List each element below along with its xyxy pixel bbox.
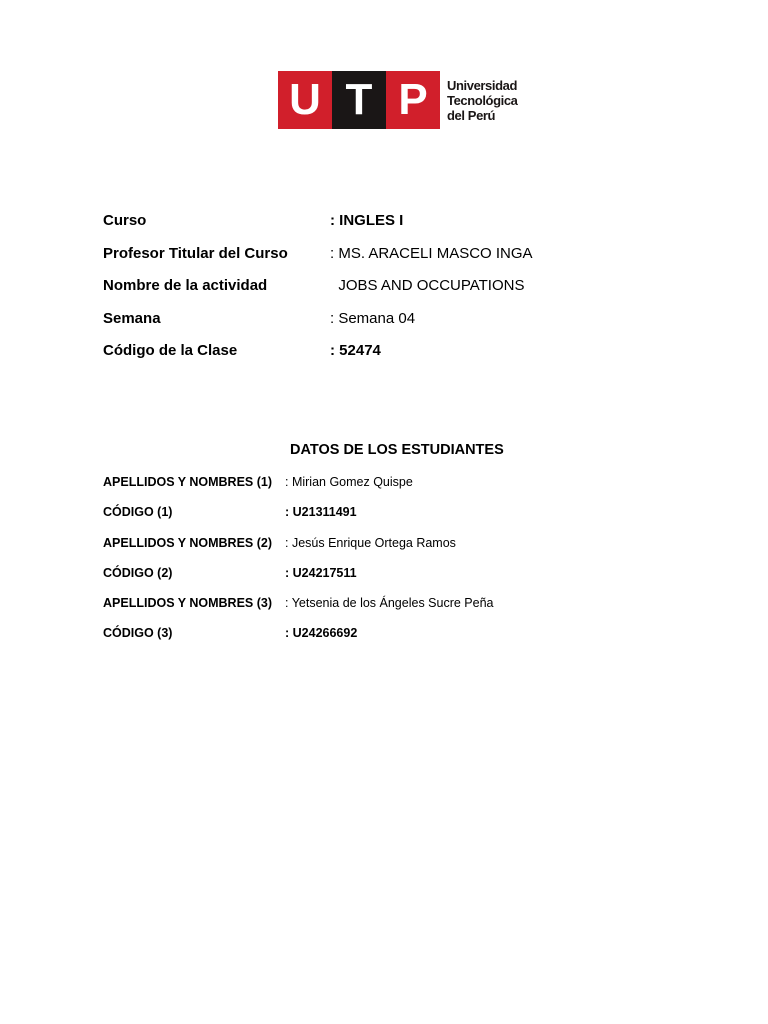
info-label: Profesor Titular del Curso [103,244,288,262]
student-label: CÓDIGO (1) [103,505,173,520]
info-label: Semana [103,309,161,327]
students-section-title: DATOS DE LOS ESTUDIANTES [290,442,504,458]
student-value: : U21311491 [285,505,357,520]
student-label: CÓDIGO (3) [103,626,173,641]
logo-university-name [447,78,517,123]
student-value: : Jesús Enrique Ortega Ramos [285,535,456,550]
utp-logo [278,71,517,129]
logo-letter-u: U [278,71,332,129]
logo-text-line-2: Tecnológica [447,92,518,108]
student-label: APELLIDOS Y NOMBRES (1) [103,475,273,489]
logo-letter-p: P [386,71,440,129]
student-value: : Mirian Gomez Quispe [285,475,413,489]
info-label: Nombre de la actividad [103,277,268,294]
info-value: JOBS AND OCCUPATIONS [330,277,525,294]
info-value: : 52474 [330,342,381,359]
info-value: : Semana 04 [330,309,416,327]
info-value: : INGLES I [330,212,404,229]
student-value: : Yetsenia de los Ángeles Sucre Peña [285,596,494,611]
info-label: Curso [103,212,147,229]
student-value: : U24217511 [285,565,357,580]
logo-text-line-3: del Perú [447,107,496,123]
student-label: APELLIDOS Y NOMBRES (2) [103,535,273,550]
info-value: : MS. ARACELI MASCO INGA [330,244,533,262]
student-label: CÓDIGO (2) [103,565,173,580]
student-value: : U24266692 [285,626,358,641]
info-label: Código de la Clase [103,342,238,359]
logo-letter-t: T [332,71,386,129]
logo-text-line-1: Universidad [447,77,518,93]
student-label: APELLIDOS Y NOMBRES (3) [103,596,273,611]
